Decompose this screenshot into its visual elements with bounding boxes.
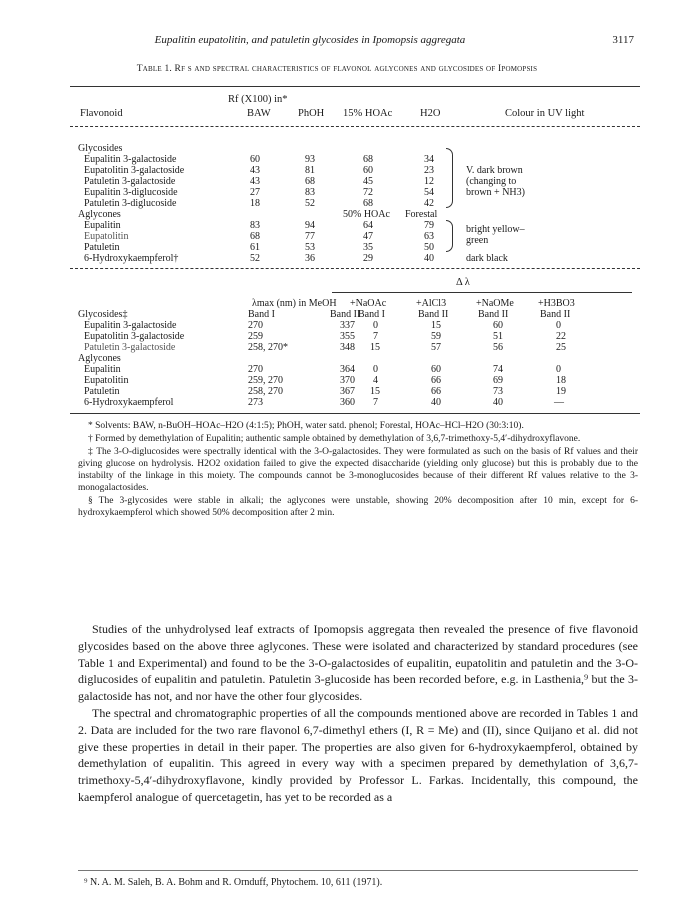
band-i: Band I	[248, 309, 275, 320]
alt-solvent-hoac: 50% HOAc	[343, 209, 390, 220]
uv-glycosides-line1: V. dark brown	[466, 165, 523, 176]
uv-glycosides-line3: brown + NH3)	[466, 187, 525, 198]
uv-aglycones-line3: dark black	[466, 253, 508, 264]
brace-aglycones	[446, 220, 453, 252]
alt-solvent-forestal: Forestal	[405, 209, 438, 220]
section-glycosides: Glycosides	[78, 143, 123, 154]
col-naome: +NaOMe	[476, 298, 514, 309]
footnote-dagger: † Formed by demethylation of Eupalitin; authentic sample obtained by demethylation of 3,6,7-trimethoxy-5,4′-dihydroxyflavone.	[88, 434, 581, 444]
paragraph-2: The spectral and chromatographic properties of all the compounds mentioned above are recorded in Tables 1 and 2. Data are included for the two rare flavonol 6,7-dimethyl ethers (I, R = Me) and (II), since Quijano et al. did not give these properties in detail in their paper. The properties are also given for 6-hydroxykaempferol, obtained by demethylation of eupalitin. This agreed in every way with a specimen prepared by demethylation of 3,6,7-trimethoxy-5,4′-dihydroxyflavone, kindly provided by Professor L. Farkas. Incidentally, this compound, the kaempferol analogue of quercetagetin, has yet to be recorded as a	[78, 705, 638, 804]
footnote-solvents: * Solvents: BAW, n-BuOH–HOAc–H2O (4:1:5); PhOH, water satd. phenol; Forestal, HOAc–HCl–H2O (30:3:10).	[88, 421, 524, 431]
col-uv-colour: Colour in UV light	[505, 108, 585, 119]
col-h3bo3: +H3BO3	[538, 298, 575, 309]
uv-glycosides-line2: (changing to	[466, 176, 517, 187]
table-top-rule	[70, 86, 640, 87]
footnote-double-dagger: ‡ The 3-O-diglucosides were spectrally identical with the 3-O-galactosides. They were formulated as such on the basis of Rf values and their giving glucose on hydrolysis. H2O2 oxidation failed to give the expected disaccharide (yielding only glucose) but this is probably due to the instabilty of the linkage in this moiety. The compounds cannot be 3-monoglucosides because of their different Rf values relative to the 3-monogalactosides.	[78, 447, 638, 493]
uv-aglycones-line1: bright yellow–	[466, 224, 525, 235]
band-ii-alcl3: Band II	[418, 309, 449, 320]
footnote-section: § The 3-glycosides were stable in alkali; the aglycones were unstable, showing 20% decomposition after 10 min, except for 6-hydroxykaempferol which showed 50% decomposition after 2 min.	[78, 496, 638, 518]
table-mid-rule	[70, 268, 640, 269]
band-i-naoac: Band I	[358, 309, 385, 320]
band-ii-h3bo3: Band II	[540, 309, 571, 320]
section-aglycones: Aglycones	[78, 209, 121, 220]
col-baw: BAW	[247, 108, 271, 119]
reference-9: ⁹ N. A. M. Saleh, B. A. Bohm and R. Ornduff, Phytochem. 10, 611 (1971).	[84, 877, 383, 888]
delta-lambda-heading: Δ λ	[456, 277, 470, 288]
brace-glycosides	[446, 148, 453, 208]
table-bottom-rule	[70, 413, 640, 414]
header-rule	[70, 126, 640, 127]
band-ii: Band II	[330, 309, 361, 320]
col-hoac15: 15% HOAc	[343, 108, 393, 119]
table-1-caption: Table 1. Rf s and spectral characteristics of flavonol aglycones and glycosides of Ipomopsis	[136, 64, 538, 74]
delta-rule	[332, 292, 632, 293]
section-aglycones-2: Aglycones	[78, 353, 121, 364]
section-glycosides-2: Glycosides‡	[78, 309, 128, 320]
paragraph-1: Studies of the unhydrolysed leaf extracts of Ipomopsis aggregata then revealed the presence of five flavonoid glycosides based on the above three aglycones. These were isolated and characterized by standard procedures (see Table 1 and Experimental) and found to be the 3-O-galactosides of eupalitin, eupatolitin and patuletin and the 3-O-diglucosides of eupalitin and patuletin. Patuletin 3-glucoside has been recorded before, e.g. in Lasthenia,⁹ but the 3-galactoside has not, and nor have the other four glycosides.	[78, 622, 638, 704]
uv-aglycones-line2: green	[466, 235, 489, 246]
band-ii-naome: Band II	[478, 309, 509, 320]
body-text	[78, 621, 638, 806]
col-flavonoid: Flavonoid	[80, 108, 123, 119]
col-naoac: +NaOAc	[350, 298, 387, 309]
col-alcl3: +AlCl3	[416, 298, 447, 309]
table-footnotes	[78, 420, 638, 520]
reference-rule	[78, 870, 638, 871]
col-phoh: PhOH	[298, 108, 325, 119]
lmax-heading: λmax (nm) in MeOH	[252, 298, 337, 309]
col-h2o: H2O	[420, 108, 441, 119]
rf-group-heading: Rf (X100) in*	[228, 94, 288, 105]
journal-page: Eupalitin eupatolitin, and patuletin glycosides in Ipomopsis aggregata 3117 Table 1. Rf s and spectral characteristics of flavonol aglycones and glycosides of Ipomopsis Rf (X100) in* Flavonoid BAW PhOH 15% HOAc H2O Colour in UV light Glycosides Eupalitin 3-galactoside 60 93 68 34 Eupatolitin 3-galactoside 43 81 60 23 Patuletin 3-galactoside 43 68 45 12 Eupalitin 3-diglucoside 27 83 72 54 Patuletin 3-diglucoside 18 52 68 42 V. dark brown (changing to brown + NH3) Aglycones 50% HOAc Forestal Eupalitin 83 94 64 79 Eupatolitin 68 77 47 63 Patuletin 61 53 35 50 6-Hydroxykaempferol† 52 36 29 40 bright yellow– green dark black Δ λ λmax (nm) in MeOH +NaOAc +AlCl3 +NaOMe +H3BO3 Glycosides‡ Band I Band II Band I Band II Band II Band II Eupalitin 3-galactoside 270 337 0 15 60 0 Eupatolitin 3-galactoside 259 355 7 59 51 22 Patuletin 3-galactoside 258, 270* 348 15 57 56 25 Aglycones Eupalitin 270 364 0 60 74 0 Eupatolitin 259, 270 370 4 66 69 18 Patuletin 258, 270 367 15 66 73 19 6-Hydroxykaempferol 273 360 7 40 40 — * Solvents: BAW, n-BuOH–HOAc–H2O (4:1:5); PhOH, water satd. phenol; Forestal, HOAc–HCl–H2O (30:3:10). † Formed by demethylation of Eupalitin; authentic sample obtained by demethylation of 3,6,7-trimethoxy-5,4′-dihydroxyflavone. ‡ The 3-O-diglucosides were spectrally identical with the 3-O-galactosides. They were formulated as such on the basis of Rf values and their giving glucose on hydrolysis. H2O2 oxidation failed to give the expected disaccharide (yielding only glucose) but this is probably due to the instabilty of the linkage in this moiety. The compounds cannot be 3-monoglucosides because of their different Rf values relative to the 3-monogalactosides. § The 3-glycosides were stable in alkali; the aglycones were unstable, showing 20% decomposition after 10 min, except for 6-hydroxykaempferol which showed 50% decomposition after 2 min. Studies of the unhydrolysed leaf extracts of Ipomopsis aggregata then revealed the presence of five flavonoid glycosides based on the above three aglycones. These were isolated and characterized by standard procedures (see Table 1 and Experimental) and found to be the 3-O-galactosides of eupalitin, eupatolitin and patuletin and the 3-O-diglucosides of eupalitin and patuletin. Patuletin 3-glucoside has been recorded before, e.g. in Lasthenia,⁹ but the 3-galactoside has not, and nor have the other four glycosides. The spectral and chromatographic properties of all the compounds mentioned above are recorded in Tables 1 and 2. Data are included for the two rare flavonol 6,7-dimethyl ethers (I, R = Me) and (II), since Quijano et al. did not give these properties in detail in their paper. The properties are also given for 6-hydroxykaempferol, obtained by demethylation of eupalitin. This agreed in every way with a specimen prepared by demethylation of 3,6,7-trimethoxy-5,4′-dihydroxyflavone, kindly provided by Professor L. Farkas. Incidentally, this compound, the kaempferol analogue of quercetagetin, has yet to be recorded as a ⁹ N. A. M. Saleh, B. A. Bohm and R. Ornduff, Phytochem. 10, 611 (1971).	[0, 0, 673, 913]
page-number: 3117	[612, 34, 634, 46]
running-title: Eupalitin eupatolitin, and patuletin glycosides in Ipomopsis aggregata	[154, 34, 466, 46]
